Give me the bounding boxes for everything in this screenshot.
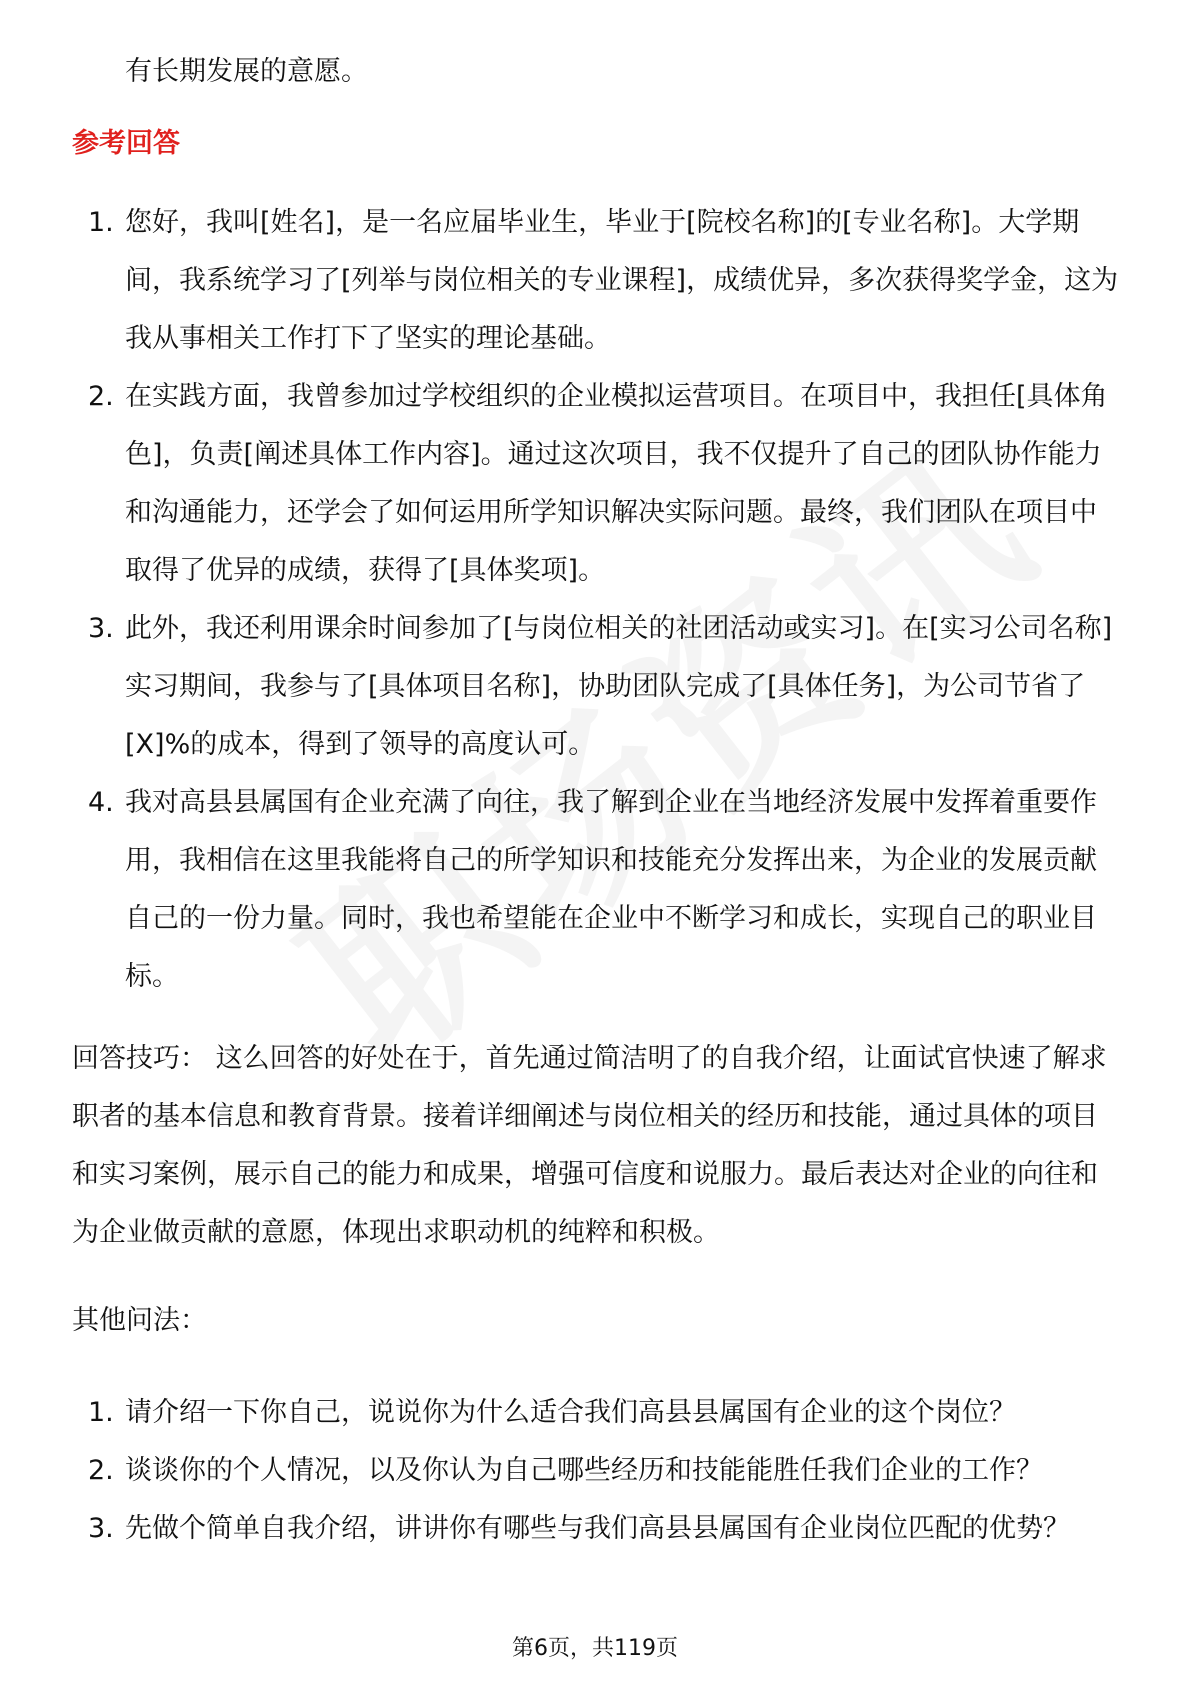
other-questions-label: 其他问法： [72, 1305, 207, 1336]
answer-item [72, 600, 1122, 774]
answer-text: 我对高县县属国有企业充满了向往，我了解到企业在当地经济发展中发挥着重要作用，我相信在这里我能将自己的所学知识和技能充分发挥出来，为企业的发展贡献自己的一份力量。同时，我也希望能在企业中不断学习和成长，实现自己的职业目标。 [125, 787, 1097, 992]
answer-text: 您好，我叫[姓名]，是一名应届毕业生，毕业于[院校名称]的[专业名称]。大学期间，我系统学习了[列举与岗位相关的专业课程]，成绩优异，多次获得奖学金，这为我从事相关工作打下了坚实的理论基础。 [125, 207, 1119, 354]
other-question-item [72, 1442, 1122, 1500]
other-question-number: 3. [88, 1513, 114, 1544]
intro-tail-text: 有长期发展的意愿。 [125, 56, 368, 87]
answer-item [72, 774, 1122, 1006]
other-question-item [72, 1384, 1122, 1442]
answer-number: 3. [88, 613, 114, 644]
answer-number: 4. [88, 787, 114, 818]
other-question-text: 请介绍一下你自己，说说你为什么适合我们高县县属国有企业的这个岗位？ [125, 1397, 1016, 1428]
answer-item [72, 368, 1122, 600]
other-questions-list [72, 1384, 1122, 1558]
other-question-text: 谈谈你的个人情况，以及你认为自己哪些经历和技能能胜任我们企业的工作？ [125, 1455, 1043, 1486]
answer-tips-paragraph: 回答技巧： 这么回答的好处在于，首先通过简洁明了的自我介绍，让面试官快速了解求职者的基本信息和教育背景。接着详细阐述与岗位相关的经历和技能，通过具体的项目和实习案例，展示自己的能力和成果，增强可信度和说服力。最后表达对企业的向往和为企业做贡献的意愿，体现出求职动机的纯粹和积极。 [72, 1043, 1107, 1248]
answer-number: 2. [88, 381, 114, 412]
answer-text: 在实践方面，我曾参加过学校组织的企业模拟运营项目。在项目中，我担任[具体角色]，负责[阐述具体工作内容]。通过这次项目，我不仅提升了自己的团队协作能力和沟通能力，还学会了如何运用所学知识解决实际问题。最终，我们团队在项目中取得了优异的成绩，获得了[具体奖项]。 [125, 381, 1108, 586]
answer-text: 此外，我还利用课余时间参加了[与岗位相关的社团活动或实习]。在[实习公司名称]实习期间，我参与了[具体项目名称]，协助团队完成了[具体任务]，为公司节省了[X]%的成本，得到了领导的高度认可。 [125, 613, 1113, 760]
other-question-number: 1. [88, 1397, 114, 1428]
other-question-text: 先做个简单自我介绍，讲讲你有哪些与我们高县县属国有企业岗位匹配的优势？ [125, 1513, 1070, 1544]
answer-list [72, 194, 1122, 1006]
other-question-item [72, 1500, 1122, 1558]
other-question-number: 2. [88, 1455, 114, 1486]
section-heading-reference-answer: 参考回答 [72, 128, 180, 159]
answer-number: 1. [88, 207, 114, 238]
page-footer: 第6页，共119页 [512, 1636, 678, 1661]
answer-item [72, 194, 1122, 368]
